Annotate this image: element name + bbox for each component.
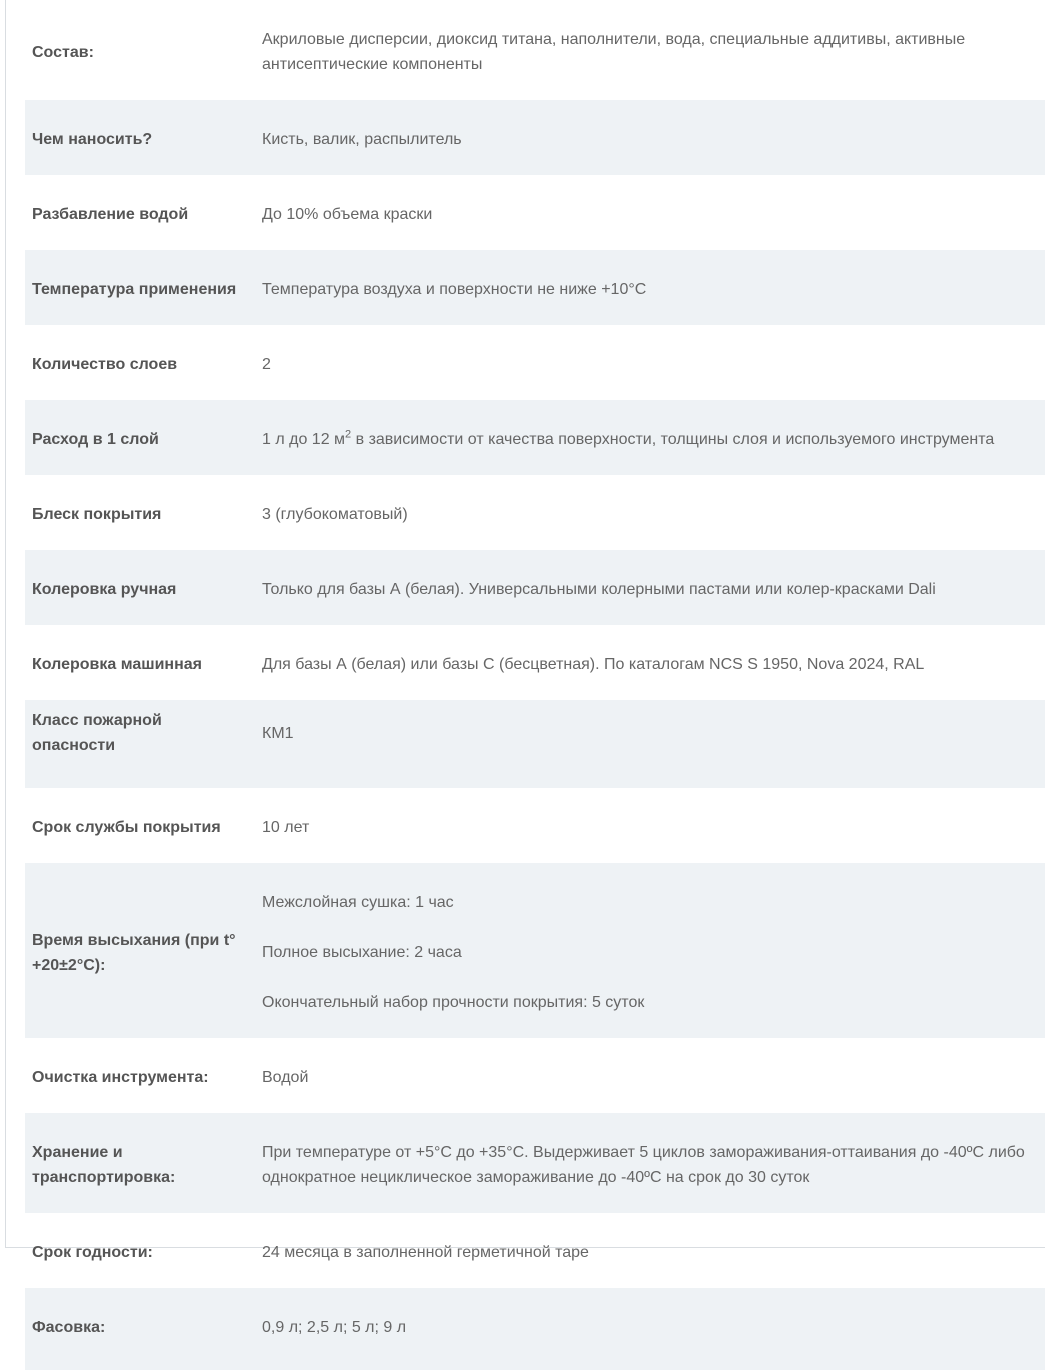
row-value xyxy=(262,1140,1045,1190)
row-value xyxy=(262,1315,1045,1340)
row-label: Очистка инструмента: xyxy=(32,1069,209,1086)
row-label: Блеск покрытия xyxy=(32,506,162,523)
row-value xyxy=(262,815,1045,840)
value-text: Только для базы А (белая). Универсальными колерными пастами или колер-красками Dali xyxy=(262,581,936,598)
row-label: Количество слоев xyxy=(32,356,178,373)
row-value xyxy=(262,202,1045,227)
table-row xyxy=(25,550,1045,625)
row-label: Колеровка машинная xyxy=(32,656,202,673)
row-label: Срок службы покрытия xyxy=(32,819,221,836)
table-row xyxy=(25,1288,1045,1370)
table-row xyxy=(25,1038,1045,1113)
value-text: Кисть, валик, распылитель xyxy=(262,131,462,148)
table-row xyxy=(25,788,1045,863)
value-text: Для базы А (белая) или базы С (бесцветная). По каталогам NCS S 1950, Nova 2024, RAL xyxy=(262,656,925,673)
value-text: 2 xyxy=(262,356,271,373)
row-value xyxy=(262,27,1045,77)
row-value xyxy=(262,277,1045,302)
row-label: Время высыхания (при t° +20±2°C): xyxy=(32,931,236,974)
row-value xyxy=(262,890,1045,1015)
value-text: КМ1 xyxy=(262,724,294,742)
value-text: 24 месяца в заполненной герметичной таре xyxy=(262,1244,589,1261)
row-label: Хранение и транспортировка: xyxy=(32,1144,176,1186)
table-row xyxy=(25,863,1045,1038)
value-text: Межслойная сушка: 1 час xyxy=(262,894,454,911)
value-text: При температуре от +5°C до +35°C. Выдерживает 5 циклов замораживания-оттаивания до -40ºC либо однократное нециклическое замораживание до -40ºC на срок до 30 суток xyxy=(262,1144,1025,1186)
specifications-table xyxy=(25,0,1045,1370)
row-label: Разбавление водой xyxy=(32,206,189,223)
row-label: Фасовка: xyxy=(32,1319,106,1336)
value-text: 3 (глубокоматовый) xyxy=(262,506,408,523)
table-row xyxy=(25,700,1045,788)
table-row xyxy=(25,0,1045,100)
value-text: До 10% объема краски xyxy=(262,206,433,223)
row-value xyxy=(262,577,1045,602)
table-row xyxy=(25,250,1045,325)
row-value xyxy=(262,1065,1045,1090)
row-value xyxy=(262,652,1045,677)
value-text: Полное высыхание: 2 часа xyxy=(262,944,462,961)
value-text: Водой xyxy=(262,1069,309,1086)
row-value xyxy=(262,352,1045,377)
value-text-pre: 1 л до 12 м xyxy=(262,431,346,448)
row-label: Чем наносить? xyxy=(32,131,153,148)
value-text: 0,9 л; 2,5 л; 5 л; 9 л xyxy=(262,1319,407,1336)
value-text-post: в зависимости от качества поверхности, толщины слоя и используемого инструмента xyxy=(351,431,995,448)
value-text: Температура воздуха и поверхности не ниже +10°C xyxy=(262,281,647,298)
row-value xyxy=(262,427,1045,452)
table-row xyxy=(25,100,1045,175)
row-label: Колеровка ручная xyxy=(32,581,177,598)
row-value xyxy=(262,127,1045,152)
table-row xyxy=(25,400,1045,475)
table-row xyxy=(25,175,1045,250)
value-text xyxy=(262,427,1035,452)
table-row xyxy=(25,625,1045,700)
table-row xyxy=(25,1213,1045,1288)
value-superscript: 2 xyxy=(345,428,352,441)
row-label: Срок годности: xyxy=(32,1244,153,1261)
value-text: Окончательный набор прочности покрытия: 5 суток xyxy=(262,994,645,1011)
row-label: Расход в 1 слой xyxy=(32,431,159,448)
value-text: Акриловые дисперсии, диоксид титана, наполнители, вода, специальные аддитивы, активные антисептические компоненты xyxy=(262,31,966,73)
row-value xyxy=(262,1240,1045,1265)
row-value xyxy=(262,721,1045,746)
table-row xyxy=(25,325,1045,400)
row-label: Температура применения xyxy=(32,281,237,298)
table-row xyxy=(25,1113,1045,1213)
table-row xyxy=(25,475,1045,550)
value-text: 10 лет xyxy=(262,819,310,836)
row-label: Состав: xyxy=(32,43,94,61)
row-value xyxy=(262,502,1045,527)
row-label: Класс пожарной опасности xyxy=(32,712,162,754)
